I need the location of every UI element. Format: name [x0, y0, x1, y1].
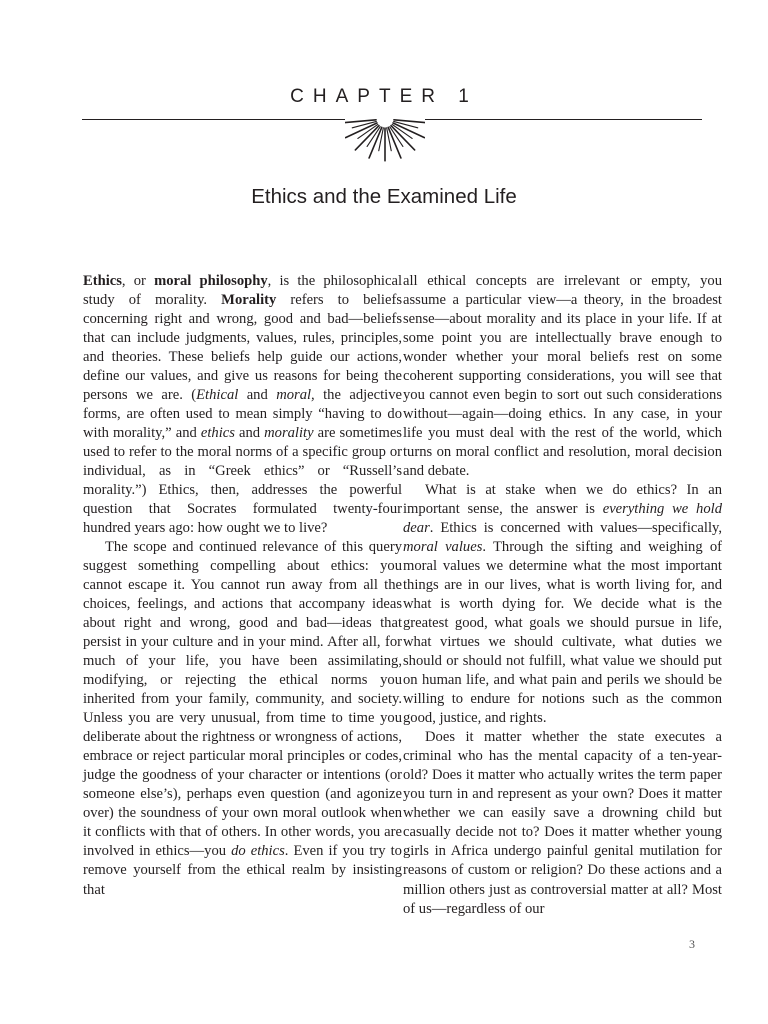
term-ethics: Ethics: [83, 273, 122, 289]
text-run: all ethical concepts are irrelevant or empty, you assume a particular view—a theory, in the broadest sense—about morality and its place in your life. If at some point you are intellectually brave enough to wonder whether your moral beliefs rest on some coherent supporting considerations, you will see that you cannot even begin to sort out such considerations without—again—doing ethics. In any case, in your life you must deal with the rest of the world, which turns on moral conflict and resolution, moral decision and debate.: [403, 273, 722, 480]
text-run: are sometimes used to refer to the moral norms of a specific group or individual, as in “Greek ethics” or “Russell’s morality.”) Ethics, then, addresses the powerful question that Socrates formulated twenty-four hundred years ago: how ought we to live?: [83, 425, 402, 537]
text-run: and: [234, 425, 265, 442]
text-run: . Even if you try to remove yourself from the ethical realm by insisting that: [83, 843, 402, 898]
term-morality: Morality: [221, 292, 277, 309]
emphasis: moral,: [276, 387, 315, 404]
emphasis: moral values: [403, 539, 483, 556]
paragraph: [403, 481, 722, 728]
chapter-title: Ethics and the Examined Life: [251, 185, 517, 208]
text-run: Does it matter whether the state executes a criminal who has the mental capacity of a ten-year-old? Does it matter who actually writes the term paper you turn in and represent as your own? Does it matter whether we can easily save a drowning child but casually decide not to? Does it matter whether young girls in Africa undergo painful genital mutilation for reasons of custom or religion? Do these actions and a million others just as controversial matter at all? Most of us—regardless of our: [403, 729, 722, 917]
emphasis: Ethical: [196, 387, 239, 404]
text-run: the adjective forms, are often used to mean simply “having to do with morality,” and: [83, 387, 403, 442]
text-run: , is the philosophical study of morality.: [83, 273, 402, 309]
text-run: and: [238, 387, 277, 404]
chapter-label: CHAPTER 1: [290, 86, 478, 107]
text-run: The scope and continued relevance of this query suggest something compelling about ethics: you cannot escape it. You cannot run away from all the choices, feelings, and actions that accompany ideas about right and wrong, good and bad—ideas that persist in your culture and in your mind. After all, for much of your life, you have been assimilating, modifying, or rejecting the ethical norms you inherited from your family, community, and society. Unless you are very unusual, from time to time you deliberate about the rightness or wrongness of actions, embrace or reject particular moral principles or codes, judge the goodness of your character or intentions (or someone else’s), perhaps even question (and agonize over) the soundness of your own moral outlook when it conflicts with that of others. In other words, you are involved in ethics—you: [83, 539, 402, 860]
text-run: . Ethics is concerned with values—specifically,: [429, 520, 722, 537]
emphasis: everything we hold dear: [403, 501, 722, 537]
page-number: 3: [689, 937, 695, 951]
emphasis: morality: [264, 425, 314, 442]
emphasis: ethics: [200, 425, 235, 442]
right-column: [403, 272, 722, 919]
paragraph: [83, 272, 402, 538]
text-run: What is at stake when we do ethics? In an important sense, the answer is: [403, 482, 722, 518]
paragraph: [403, 272, 722, 481]
paragraph: [403, 728, 722, 918]
left-column: [83, 272, 402, 900]
paragraph: [83, 538, 402, 899]
sunburst-ornament-icon: [345, 113, 425, 165]
emphasis: do ethics: [231, 843, 285, 860]
text-run: . Through the sifting and weighing of moral values we determine what the most important things are in our lives, what is worth living for, and what is worth dying for. We decide what is the greatest good, what goals we should pursue in life, what virtues we should cultivate, what duties we should or should not fulfill, what value we should put on human life, and what pain and perils we should be willing to endure for notions such as the common good, justice, and rights.: [403, 539, 722, 727]
text-run: , or: [121, 273, 155, 289]
term-moral-philosophy: moral philosophy: [154, 273, 268, 289]
text-run: refers to beliefs concerning right and wrong, good and bad—beliefs that can include judgments, values, rules, principles, and theories. These beliefs help guide our actions, define our values, and give us reasons for being the persons we are. (: [83, 292, 402, 404]
